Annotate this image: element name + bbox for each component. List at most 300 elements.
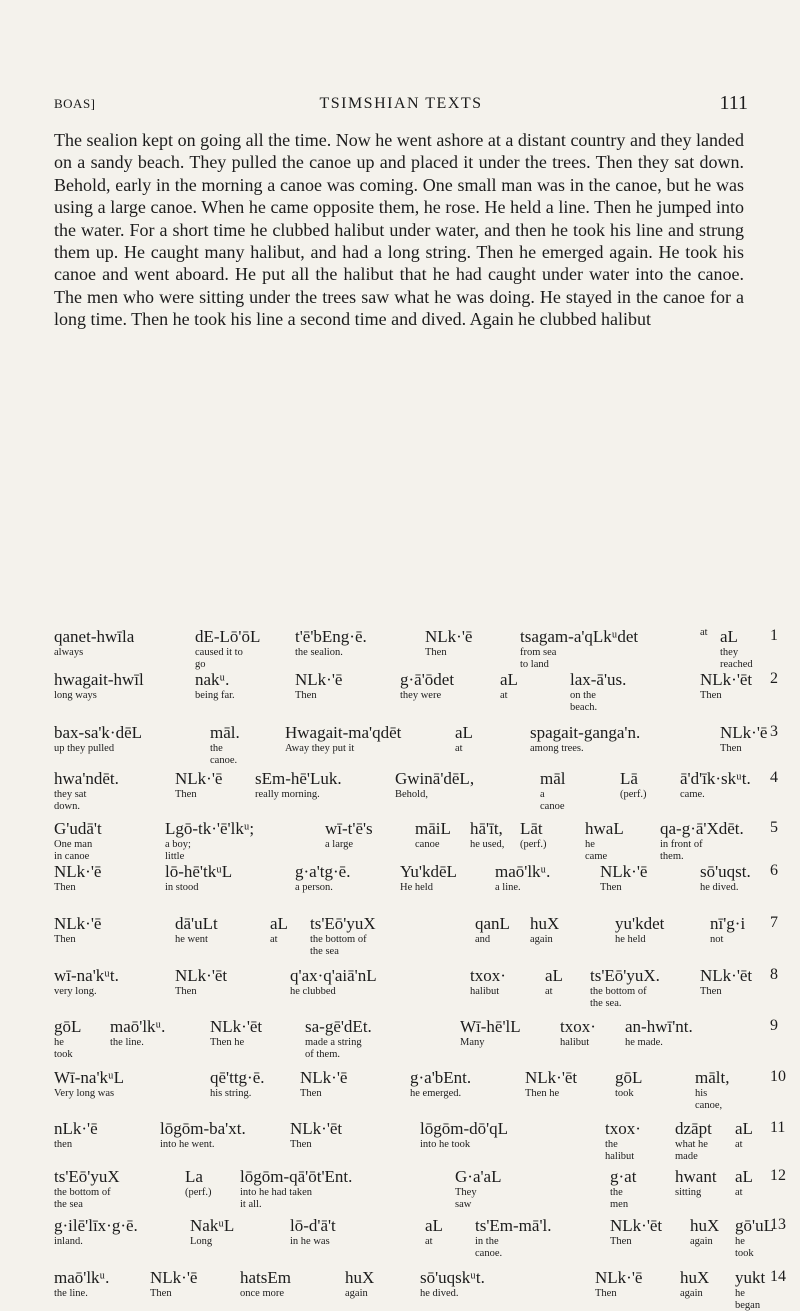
tsimshian-word: maō'lkᵘ. xyxy=(110,1017,166,1036)
tsimshian-word: NLk·'ēt xyxy=(175,966,228,985)
english-gloss: Then xyxy=(610,1236,632,1247)
english-gloss: Then xyxy=(175,986,197,997)
tsimshian-word: g·ilē'līx·g·ē. xyxy=(54,1216,138,1235)
interlinear-word xyxy=(425,1216,443,1248)
english-gloss: a large xyxy=(325,839,354,850)
interlinear-word xyxy=(54,1017,81,1060)
english-gloss: a canoe xyxy=(540,789,565,812)
english-gloss: then xyxy=(54,1139,73,1150)
tsimshian-word: lōgōm-dō'qL xyxy=(420,1119,509,1138)
english-gloss: Very long was xyxy=(54,1088,115,1099)
english-gloss: Then he xyxy=(210,1037,245,1048)
line-number: 5 xyxy=(770,819,778,836)
interlinear-word xyxy=(175,769,222,801)
interlinear-word xyxy=(675,1119,712,1162)
english-gloss: they sat down. xyxy=(54,789,87,812)
english-gloss: again xyxy=(345,1288,368,1299)
english-gloss: the sealion. xyxy=(295,647,343,658)
english-gloss: Then xyxy=(600,882,622,893)
interlinear-word xyxy=(54,1268,109,1300)
english-gloss: Then xyxy=(720,743,742,754)
tsimshian-word: sō'uqst. xyxy=(700,862,751,881)
interlinear-word xyxy=(325,819,373,851)
tsimshian-word: Gwinā'dēL, xyxy=(395,769,475,788)
interlinear-word xyxy=(720,627,753,670)
interlinear-word xyxy=(570,670,626,713)
interlinear-word xyxy=(54,670,144,702)
english-gloss: he came xyxy=(585,839,608,862)
tsimshian-word: NLk·'ēt xyxy=(210,1017,263,1036)
interlinear-word xyxy=(185,1167,212,1199)
tsimshian-word: gō'uL xyxy=(735,1216,774,1235)
line-number: 3 xyxy=(770,723,778,740)
tsimshian-word: NLk·'ēt xyxy=(525,1068,578,1087)
interlinear-word xyxy=(590,966,660,1009)
tsimshian-word: dā'uLt xyxy=(175,914,218,933)
tsimshian-word: NLk·'ēt xyxy=(610,1216,663,1235)
interlinear-word xyxy=(455,1167,501,1210)
interlinear-word xyxy=(290,1119,342,1151)
english-gloss: Then xyxy=(150,1288,172,1299)
tsimshian-word: NLk·'ē xyxy=(54,862,102,881)
tsimshian-word: ā'd'īk·skᵘt. xyxy=(680,769,751,788)
tsimshian-word: aL xyxy=(500,670,518,689)
tsimshian-word: aL xyxy=(425,1216,443,1235)
tsimshian-word: g·a'bEnt. xyxy=(410,1068,472,1087)
tsimshian-word: aL xyxy=(735,1167,753,1186)
tsimshian-word: NLk·'ē xyxy=(295,670,343,689)
interlinear-word xyxy=(54,1167,120,1210)
english-gloss: Then he xyxy=(525,1088,560,1099)
interlinear-word xyxy=(735,1216,774,1259)
tsimshian-word: lō-hē'tkᵘL xyxy=(165,862,233,881)
interlinear-word xyxy=(700,627,708,639)
interlinear-word xyxy=(54,769,119,812)
tsimshian-word: qanL xyxy=(475,914,510,933)
interlinear-word xyxy=(520,627,638,670)
english-gloss: not xyxy=(710,934,724,945)
english-gloss: caused it to go xyxy=(195,647,243,670)
tsimshian-word: māl. xyxy=(210,723,240,742)
english-gloss: in the canoe. xyxy=(475,1236,503,1259)
interlinear-word xyxy=(295,627,367,659)
line-number: 9 xyxy=(770,1017,778,1034)
english-gloss: a person. xyxy=(295,882,333,893)
tsimshian-word: dzāpt xyxy=(675,1119,712,1138)
tsimshian-word: g·at xyxy=(610,1167,637,1186)
english-gloss: (perf.) xyxy=(520,839,547,850)
tsimshian-word: txox· xyxy=(605,1119,641,1138)
english-gloss: he dived. xyxy=(700,882,739,893)
interlinear-word xyxy=(610,1167,636,1210)
english-gloss: One man in canoe xyxy=(54,839,93,862)
interlinear-word xyxy=(720,723,767,755)
interlinear-word xyxy=(415,819,451,851)
tsimshian-word: Wī-hē'lL xyxy=(460,1017,521,1036)
english-gloss: the bottom of the sea xyxy=(54,1187,111,1210)
tsimshian-word: qanet-hwīla xyxy=(54,627,135,646)
interlinear-word xyxy=(495,862,550,894)
interlinear-word xyxy=(615,1068,642,1100)
interlinear-word xyxy=(255,769,342,801)
interlinear-word xyxy=(735,1167,753,1199)
tsimshian-word: lō-d'ā't xyxy=(290,1216,336,1235)
tsimshian-word: NLk·'ē xyxy=(720,723,768,742)
english-gloss: he took xyxy=(735,1236,754,1259)
interlinear-word xyxy=(525,1068,577,1100)
interlinear-word xyxy=(195,627,260,670)
interlinear-word xyxy=(240,1167,352,1210)
english-gloss: Then xyxy=(295,690,317,701)
english-gloss: Then xyxy=(700,986,722,997)
line-number: 1 xyxy=(770,627,778,644)
interlinear-word xyxy=(735,1268,765,1311)
interlinear-word xyxy=(420,1119,508,1151)
english-gloss: Then xyxy=(290,1139,312,1150)
interlinear-word xyxy=(680,1268,709,1300)
interlinear-word xyxy=(210,1017,262,1049)
english-gloss: at xyxy=(735,1139,743,1150)
tsimshian-word: ts'Em-mā'l. xyxy=(475,1216,552,1235)
tsimshian-word: hwaL xyxy=(585,819,624,838)
english-gloss: halibut xyxy=(470,986,500,997)
line-number: 7 xyxy=(770,914,778,931)
interlinear-word xyxy=(295,670,342,702)
english-gloss: in stood xyxy=(165,882,199,893)
tsimshian-word: NLk·'ē xyxy=(175,769,223,788)
tsimshian-word: txox· xyxy=(560,1017,596,1036)
translation-paragraph: The sealion kept on going all the time. Now he went ashore at a distant country and they landed on a sandy beach. They pulled the canoe up and placed it under the trees. Then they sat down. Behold, early in the morning a canoe was coming. One small man was in the canoe, but he was using a large canoe. When he came opposite them, he rose. He held a line. Then he jumped into the water. For a short time he clubbed halibut under water, and then he took his line and strung them up. He caught many halibut, and had a long string. Then he emerged again. He took his canoe and went aboard. He put all the halibut that he had caught under water into the canoe. The men who were sitting under the trees saw what he was doing. He stayed in the canoe for a long time. Then he took his line a second time and dived. Again he clubbed halibut xyxy=(54,130,744,330)
interlinear-word xyxy=(530,723,640,755)
tsimshian-word: q'ax·q'aiā'nL xyxy=(290,966,377,985)
tsimshian-word: ts'Eō'yuX xyxy=(310,914,376,933)
interlinear-word xyxy=(150,1268,197,1300)
english-gloss: very long. xyxy=(54,986,97,997)
tsimshian-word: g·a'tg·ē. xyxy=(295,862,351,881)
english-gloss: Then xyxy=(54,934,76,945)
tsimshian-word: NLk·'ē xyxy=(425,627,473,646)
line-number: 2 xyxy=(770,670,778,687)
interlinear-word xyxy=(400,862,457,894)
header-title: TSIMSHIAN TEXTS xyxy=(319,95,483,112)
interlinear-word xyxy=(470,819,504,851)
tsimshian-word: wī-na'kᵘt. xyxy=(54,966,119,985)
line-number: 6 xyxy=(770,862,778,879)
english-gloss: at xyxy=(700,627,708,638)
interlinear-word xyxy=(455,723,473,755)
interlinear-word xyxy=(700,862,751,894)
english-gloss: he held xyxy=(615,934,646,945)
tsimshian-word: nLk·'ē xyxy=(54,1119,98,1138)
tsimshian-word: NakᵘL xyxy=(190,1216,235,1235)
tsimshian-word: nakᵘ. xyxy=(195,670,230,689)
line-number: 14 xyxy=(770,1268,786,1285)
tsimshian-word: g·ā'ōdet xyxy=(400,670,455,689)
tsimshian-word: NLk·'ēt xyxy=(700,670,753,689)
interlinear-word xyxy=(175,914,218,946)
interlinear-word xyxy=(660,819,744,862)
tsimshian-word: māl xyxy=(540,769,566,788)
english-gloss: again xyxy=(690,1236,713,1247)
english-gloss: at xyxy=(500,690,508,701)
english-gloss: They saw xyxy=(455,1187,477,1210)
english-gloss: halibut xyxy=(560,1037,590,1048)
interlinear-word xyxy=(595,1268,642,1300)
interlinear-word xyxy=(680,769,751,801)
english-gloss: again xyxy=(530,934,553,945)
interlinear-word xyxy=(54,1119,98,1151)
page-number: 111 xyxy=(719,92,748,114)
tsimshian-word: wī-t'ē's xyxy=(325,819,373,838)
interlinear-word xyxy=(520,819,547,851)
tsimshian-word: yu'kdet xyxy=(615,914,665,933)
english-gloss: (perf.) xyxy=(185,1187,212,1198)
interlinear-word xyxy=(605,1119,641,1162)
interlinear-word xyxy=(165,819,254,862)
english-gloss: at xyxy=(425,1236,433,1247)
line-number: 4 xyxy=(770,769,778,786)
english-gloss: at xyxy=(735,1187,743,1198)
interlinear-word xyxy=(500,670,518,702)
tsimshian-word: gōL xyxy=(54,1017,82,1036)
tsimshian-word: sō'uqskᵘt. xyxy=(420,1268,485,1287)
interlinear-word xyxy=(530,914,559,946)
tsimshian-word: ts'Eō'yuX xyxy=(54,1167,120,1186)
english-gloss: into he had taken it all. xyxy=(240,1187,313,1210)
interlinear-word xyxy=(600,862,647,894)
tsimshian-word: Hwagait-ma'qdēt xyxy=(285,723,402,742)
interlinear-word xyxy=(620,769,647,801)
tsimshian-word: dE-Lō'ōL xyxy=(195,627,261,646)
tsimshian-word: La xyxy=(185,1167,203,1186)
tsimshian-word: maō'lkᵘ. xyxy=(54,1268,110,1287)
tsimshian-word: aL xyxy=(545,966,563,985)
interlinear-word xyxy=(270,914,288,946)
english-gloss: the bottom of the sea. xyxy=(590,986,647,1009)
interlinear-word xyxy=(285,723,401,755)
tsimshian-word: NLk·'ē xyxy=(595,1268,643,1287)
tsimshian-word: hā'īt, xyxy=(470,819,503,838)
tsimshian-word: huX xyxy=(530,914,560,933)
interlinear-word xyxy=(110,1017,165,1049)
interlinear-word xyxy=(615,914,664,946)
interlinear-word xyxy=(54,1216,138,1248)
english-gloss: a boy; little xyxy=(165,839,191,862)
interlinear-word xyxy=(690,1216,719,1248)
tsimshian-word: mālt, xyxy=(695,1068,730,1087)
tsimshian-word: gōL xyxy=(615,1068,643,1087)
tsimshian-word: lōgōm-ba'xt. xyxy=(160,1119,246,1138)
interlinear-word xyxy=(735,1119,753,1151)
english-gloss: Then xyxy=(54,882,76,893)
english-gloss: into he took xyxy=(420,1139,471,1150)
english-gloss: a line. xyxy=(495,882,521,893)
english-gloss: the line. xyxy=(54,1288,88,1299)
english-gloss: (perf.) xyxy=(620,789,647,800)
interlinear-word xyxy=(54,819,102,862)
english-gloss: at xyxy=(545,986,553,997)
english-gloss: he dived. xyxy=(420,1288,459,1299)
interlinear-word xyxy=(625,1017,693,1049)
tsimshian-word: sa-gē'dEt. xyxy=(305,1017,372,1036)
interlinear-word xyxy=(54,1068,124,1100)
tsimshian-word: txox· xyxy=(470,966,506,985)
interlinear-word xyxy=(190,1216,234,1248)
interlinear-word xyxy=(700,966,752,998)
english-gloss: took xyxy=(615,1088,634,1099)
interlinear-word xyxy=(175,966,227,998)
english-gloss: Then xyxy=(595,1288,617,1299)
tsimshian-word: huX xyxy=(345,1268,375,1287)
interlinear-word xyxy=(675,1167,717,1199)
interlinear-word xyxy=(160,1119,246,1151)
tsimshian-word: NLk·'ē xyxy=(54,914,102,933)
tsimshian-word: NLk·'ē xyxy=(300,1068,348,1087)
interlinear-word xyxy=(560,1017,596,1049)
english-gloss: really morning. xyxy=(255,789,320,800)
tsimshian-word: nī'g·i xyxy=(710,914,746,933)
line-number: 13 xyxy=(770,1216,786,1233)
english-gloss: Then xyxy=(700,690,722,701)
tsimshian-word: Lāt xyxy=(520,819,543,838)
english-gloss: they were xyxy=(400,690,442,701)
interlinear-word xyxy=(210,723,240,766)
tsimshian-word: qē'ttg·ē. xyxy=(210,1068,265,1087)
english-gloss: he began xyxy=(735,1288,761,1311)
tsimshian-word: ts'Eō'yuX. xyxy=(590,966,660,985)
interlinear-word xyxy=(54,966,119,998)
tsimshian-word: NLk·'ē xyxy=(600,862,648,881)
interlinear-word xyxy=(305,1017,372,1060)
tsimshian-word: aL xyxy=(455,723,473,742)
interlinear-word xyxy=(210,1068,265,1100)
english-gloss: his canoe, xyxy=(695,1088,723,1111)
english-gloss: on the beach. xyxy=(570,690,598,713)
interlinear-word xyxy=(610,1216,662,1248)
tsimshian-word: huX xyxy=(690,1216,720,1235)
interlinear-word xyxy=(695,1068,729,1111)
interlinear-word xyxy=(395,769,474,801)
tsimshian-word: NLk·'ēt xyxy=(290,1119,343,1138)
english-gloss: long ways xyxy=(54,690,97,701)
interlinear-word xyxy=(400,670,454,702)
line-number: 12 xyxy=(770,1167,786,1184)
tsimshian-word: G·a'aL xyxy=(455,1167,502,1186)
english-gloss: he made. xyxy=(625,1037,663,1048)
interlinear-word xyxy=(540,769,566,812)
english-gloss: he took xyxy=(54,1037,73,1060)
english-gloss: always xyxy=(54,647,84,658)
interlinear-word xyxy=(475,914,510,946)
interlinear-word xyxy=(54,627,134,659)
interlinear-word xyxy=(300,1068,347,1100)
english-gloss: his string. xyxy=(210,1088,252,1099)
tsimshian-word: huX xyxy=(680,1268,710,1287)
english-gloss: they reached xyxy=(720,647,753,670)
english-gloss: the line. xyxy=(110,1037,144,1048)
interlinear-word xyxy=(310,914,376,957)
tsimshian-word: Lā xyxy=(620,769,638,788)
tsimshian-word: Yu'kdēL xyxy=(400,862,457,881)
tsimshian-word: māiL xyxy=(415,819,451,838)
tsimshian-word: lax-ā'us. xyxy=(570,670,627,689)
header-author: BOAS] xyxy=(54,96,96,111)
english-gloss: came. xyxy=(680,789,705,800)
tsimshian-word: hatsEm xyxy=(240,1268,291,1287)
tsimshian-word: G'udā't xyxy=(54,819,102,838)
english-gloss: Then xyxy=(425,647,447,658)
line-number: 8 xyxy=(770,966,778,983)
interlinear-word xyxy=(460,1017,521,1049)
english-gloss: Then xyxy=(175,789,197,800)
tsimshian-word: spagait-ganga'n. xyxy=(530,723,641,742)
interlinear-word xyxy=(195,670,235,702)
tsimshian-word: lōgōm-qā'ōt'Ent. xyxy=(240,1167,353,1186)
english-gloss: from sea to land xyxy=(520,647,557,670)
line-number: 11 xyxy=(770,1119,786,1136)
interlinear-word xyxy=(54,914,101,946)
interlinear-word xyxy=(425,627,472,659)
interlinear-word xyxy=(345,1268,374,1300)
english-gloss: Many xyxy=(460,1037,485,1048)
tsimshian-word: aL xyxy=(270,914,288,933)
english-gloss: he went xyxy=(175,934,208,945)
english-gloss: again xyxy=(680,1288,703,1299)
english-gloss: in he was xyxy=(290,1236,330,1247)
tsimshian-word: hwa'ndēt. xyxy=(54,769,119,788)
interlinear-word xyxy=(410,1068,471,1100)
english-gloss: inland. xyxy=(54,1236,83,1247)
english-gloss: he used, xyxy=(470,839,505,850)
interlinear-word xyxy=(585,819,624,862)
tsimshian-word: NLk·'ēt xyxy=(700,966,753,985)
interlinear-word xyxy=(290,966,377,998)
english-gloss: Behold, xyxy=(395,789,428,800)
english-gloss: and xyxy=(475,934,491,945)
tsimshian-word: yukt xyxy=(735,1268,766,1287)
interlinear-word xyxy=(54,723,142,755)
interlinear-word xyxy=(240,1268,291,1300)
tsimshian-word: hwant xyxy=(675,1167,717,1186)
english-gloss: the men xyxy=(610,1187,629,1210)
tsimshian-word: Wī-na'kᵘL xyxy=(54,1068,124,1087)
english-gloss: up they pulled xyxy=(54,743,115,754)
tsimshian-word: maō'lkᵘ. xyxy=(495,862,551,881)
tsimshian-word: sEm-hē'Luk. xyxy=(255,769,342,788)
interlinear-word xyxy=(54,862,101,894)
english-gloss: canoe xyxy=(415,839,440,850)
interlinear-word xyxy=(470,966,506,998)
interlinear-word xyxy=(710,914,745,946)
interlinear-word xyxy=(420,1268,485,1300)
english-gloss: Long xyxy=(190,1236,213,1247)
english-gloss: made a string of them. xyxy=(305,1037,362,1060)
english-gloss: the canoe. xyxy=(210,743,238,766)
interlinear-word xyxy=(700,670,752,702)
tsimshian-word: hwagait-hwīl xyxy=(54,670,144,689)
english-gloss: in front of them. xyxy=(660,839,703,862)
english-gloss: the bottom of the sea xyxy=(310,934,367,957)
english-gloss: at xyxy=(455,743,463,754)
tsimshian-word: bax-sa'k·dēL xyxy=(54,723,143,742)
tsimshian-word: an-hwī'nt. xyxy=(625,1017,693,1036)
tsimshian-word: Lgō-tk·'ē'lkᵘ; xyxy=(165,819,255,838)
english-gloss: he emerged. xyxy=(410,1088,462,1099)
interlinear-word xyxy=(545,966,563,998)
interlinear-word xyxy=(165,862,232,894)
line-number: 10 xyxy=(770,1068,786,1085)
english-gloss: Then xyxy=(300,1088,322,1099)
